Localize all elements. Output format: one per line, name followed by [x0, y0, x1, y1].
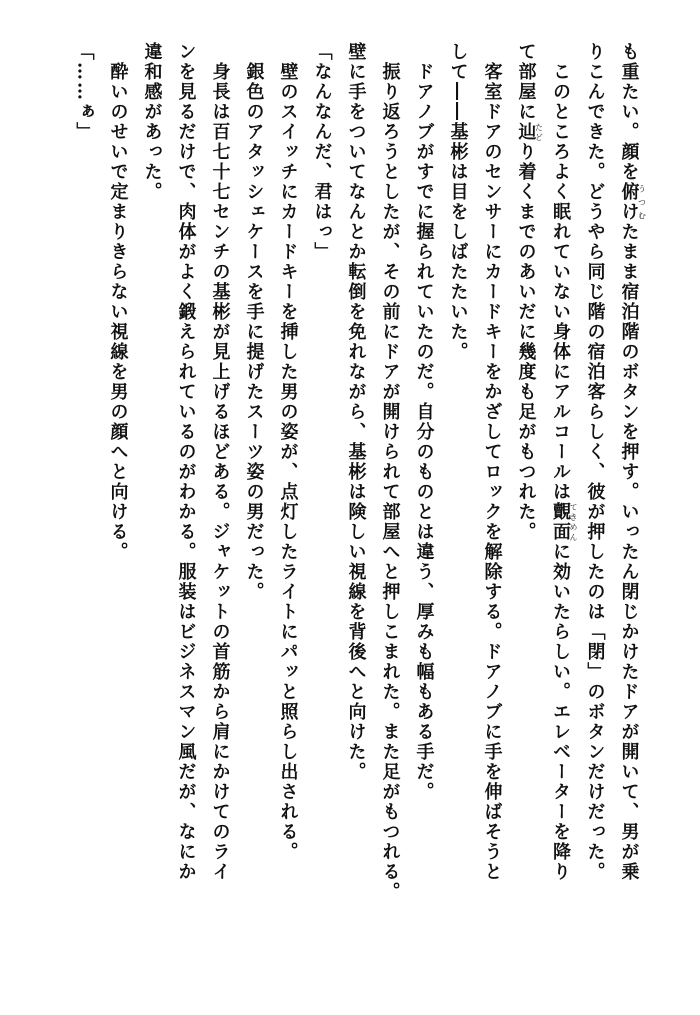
text-line [612, 42, 647, 982]
text-line: 身長は百七十七センチの基彬が見上げるほどある。ジャケットの首筋から肩にかけてのライ [209, 42, 231, 882]
ruby-word: 覿面てきめん [550, 502, 578, 542]
text-line: 壁のスイッチにカードキーを挿した男の姿が、点灯したライトにパッと照らし出される。 [277, 42, 299, 862]
text-line: 酔いのせいで定まりきらない視線を男の顔へと向ける。 [107, 42, 129, 562]
text-line: 「……ぁ」 [73, 42, 95, 142]
text-line: りこんできた。どうやら同じ階の宿泊客らしく、彼が押したのは「閉」のボタンだけだった。 [584, 42, 606, 882]
text-line: 銀色のアタッシェケースを手に提げたスーツ姿の男だった。 [243, 42, 265, 602]
text-line: して――基彬は目をしばたたいた。 [447, 42, 469, 362]
text-line: ンを見るだけで、肉体がよく鍛えられているのがわかる。服装はビジネスマン風だが、なにか [175, 42, 197, 882]
ruby-word: 俯けうつむ [618, 182, 647, 222]
text-line: 壁に手をついてなんとか転倒を免れながら、基彬は険しい視線を背後へと向けた。 [345, 42, 367, 782]
text-segment: も重たい。顔を [618, 42, 640, 182]
text-segment: り着くまでのあいだに幾度も足がもつれた。 [515, 142, 537, 542]
text-segment: たまま宿泊階のボタンを押す。いったん閉じかけたドアが開いて、男が乗 [618, 222, 640, 882]
text-line [509, 42, 544, 982]
text-line [543, 42, 578, 982]
text-segment: に効いたらしい。エレベーターを降り [550, 542, 571, 882]
text-line: ドアノブがすでに握られていたのだ。自分のものとは違う、厚みも幅もある手だ。 [413, 42, 435, 802]
text-segment: て部屋に [515, 42, 537, 122]
ruby-word: 辿たど [515, 122, 544, 142]
text-line: 違和感があった。 [141, 42, 163, 202]
text-line: 「なんなんだ、君はっ」 [311, 42, 333, 262]
text-line: 振り返ろうとしたが、その前にドアが開けられて部屋へと押しこまれた。また足がもつれる。 [379, 42, 401, 902]
text-segment: このところよく眠れていない身体にアルコールは [550, 42, 571, 502]
text-line: 客室ドアのセンサーにカードキーをかざしてロックを解除する。ドアノブに手を伸ばそうと [481, 42, 503, 882]
vertical-text-body [46, 42, 646, 982]
